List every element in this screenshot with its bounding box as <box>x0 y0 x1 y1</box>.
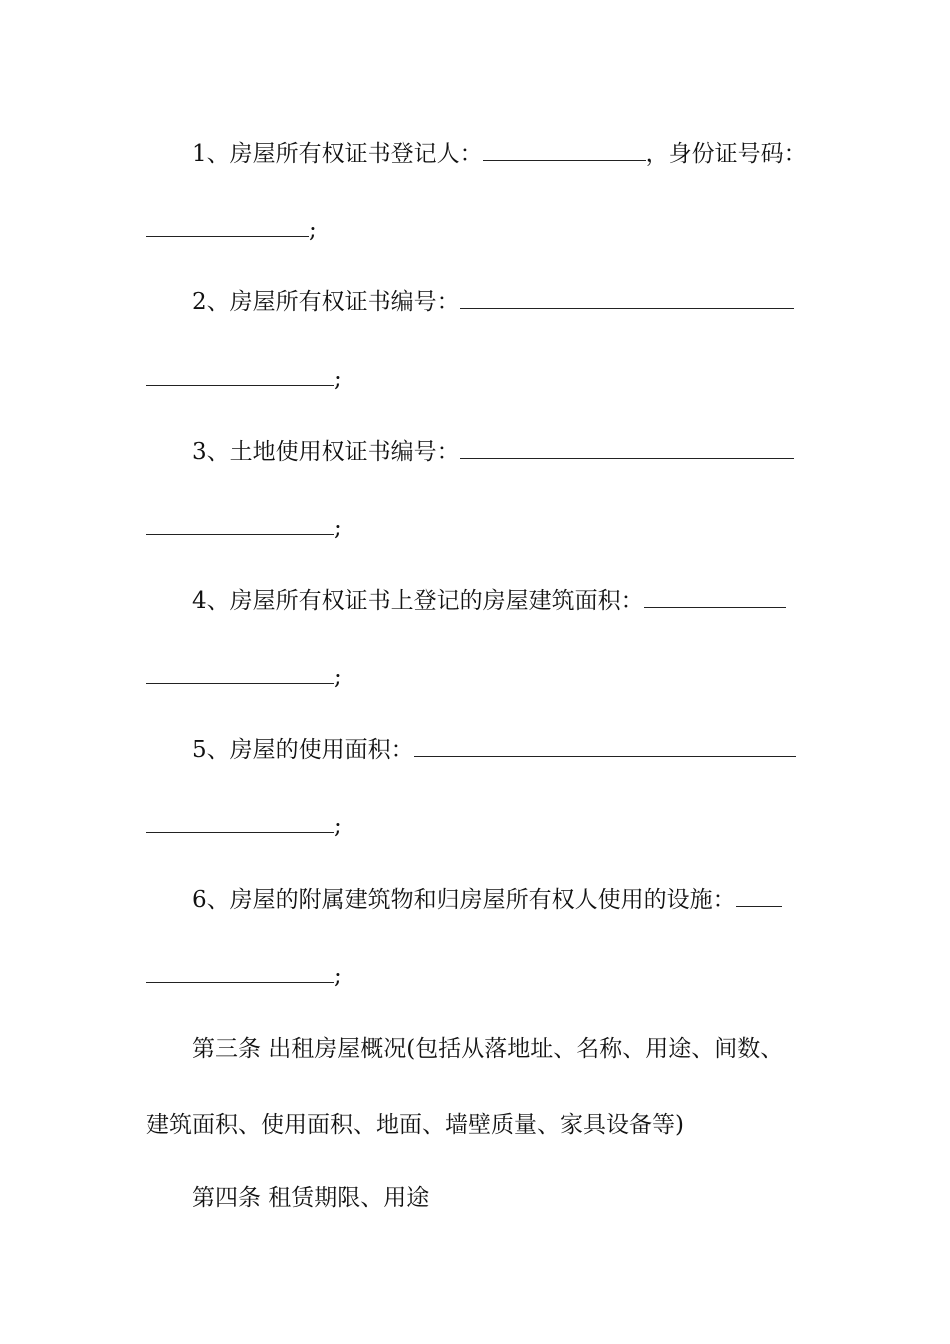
item-2-line <box>192 287 794 317</box>
item-4-continuation-blank[interactable] <box>146 663 334 684</box>
item-3-continuation-blank[interactable] <box>146 514 334 535</box>
item-5-continuation-blank[interactable] <box>146 812 334 833</box>
item-6-blank[interactable] <box>736 886 782 907</box>
item-2-continuation <box>146 364 342 394</box>
item-6-line <box>192 885 782 915</box>
item-4-label: 4、房屋所有权证书上登记的房屋建筑面积： <box>192 588 644 614</box>
item-1-continuation <box>146 215 317 245</box>
item-1-id-label: ，身份证号码： <box>645 141 807 167</box>
article-3-line-1: 第三条 出租房屋概况(包括从落地址、名称、用途、间数、 <box>192 1036 784 1062</box>
item-6-continuation <box>146 961 342 991</box>
item-5-line <box>192 735 796 765</box>
item-3-label: 3、土地使用权证书编号： <box>192 439 460 465</box>
item-5-end: ; <box>334 813 342 839</box>
item-3-blank[interactable] <box>460 438 794 459</box>
item-4-blank[interactable] <box>644 587 786 608</box>
item-6-label: 6、房屋的附属建筑物和归房屋所有权人使用的设施： <box>192 887 736 913</box>
item-4-line <box>192 586 786 616</box>
item-2-blank[interactable] <box>460 288 794 309</box>
item-6-end: ; <box>334 963 342 989</box>
item-1-label: 1、房屋所有权证书登记人： <box>192 141 483 167</box>
item-2-end: ; <box>334 366 342 392</box>
item-1-line <box>192 139 807 169</box>
item-2-continuation-blank[interactable] <box>146 365 334 386</box>
item-1-id-blank[interactable] <box>146 216 309 237</box>
item-5-label: 5、房屋的使用面积： <box>192 737 414 763</box>
item-3-line <box>192 437 794 467</box>
article-4-heading: 第四条 租赁期限、用途 <box>192 1185 430 1211</box>
item-2-label: 2、房屋所有权证书编号： <box>192 289 460 315</box>
article-3-line-2: 建筑面积、使用面积、地面、墙壁质量、家具设备等) <box>146 1112 684 1138</box>
item-1-end: ; <box>309 217 317 243</box>
item-1-registrant-blank[interactable] <box>483 140 646 161</box>
item-5-continuation <box>146 811 342 841</box>
item-5-blank[interactable] <box>414 736 796 757</box>
item-4-end: ; <box>334 664 342 690</box>
item-3-continuation <box>146 513 342 543</box>
item-3-end: ; <box>334 515 342 541</box>
item-4-continuation <box>146 662 342 692</box>
item-6-continuation-blank[interactable] <box>146 962 334 983</box>
